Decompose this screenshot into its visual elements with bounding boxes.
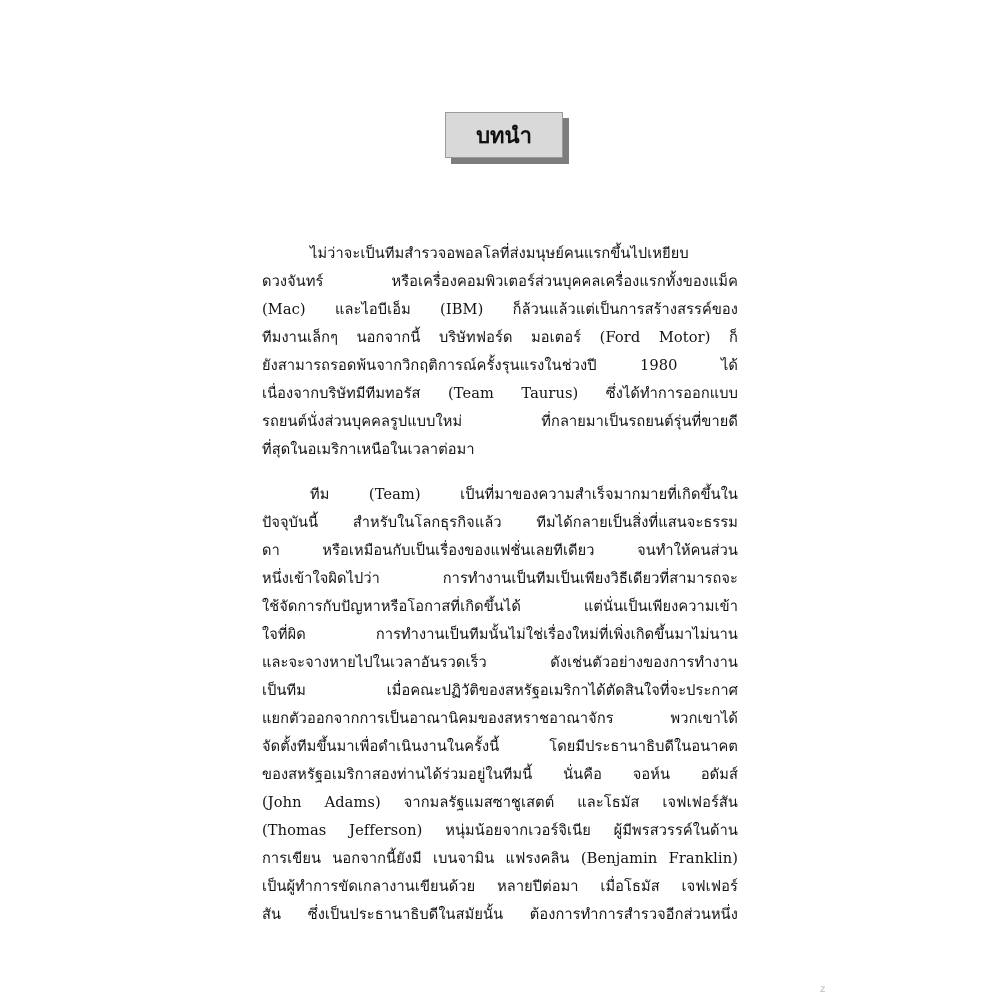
- text-line: ยังสามารถรอดพ้นจากวิกฤติการณ์ครั้งรุนแรงในช่วงปี 1980 ได้: [262, 357, 738, 374]
- text-line: ปัจจุบันนี้ สำหรับในโลกธุรกิจแล้ว ทีมได้กลายเป็นสิ่งที่แสนจะธรรม: [262, 514, 738, 531]
- text-line: เป็นผู้ทำการขัดเกลางานเขียนด้วย หลายปีต่อมา เมื่อโธมัส เจฟเฟอร์: [262, 878, 738, 895]
- text-line: หนึ่งเข้าใจผิดไปว่า การทำงานเป็นทีมเป็นเพียงวิธีเดียวที่สามารถจะ: [262, 570, 738, 587]
- text-line: สัน ซึ่งเป็นประธานาธิบดีในสมัยนั้น ต้องการทำการสำรวจอีกส่วนหนึ่ง: [262, 906, 738, 923]
- chapter-title-box: [445, 112, 569, 162]
- paragraph-2: [262, 481, 738, 929]
- text-line: การเขียน นอกจากนี้ยังมี เบนจามิน แฟรงคลิน (Benjamin Franklin): [262, 850, 738, 867]
- text-line: ของสหรัฐอเมริกาสองท่านได้ร่วมอยู่ในทีมนี้ นั่นคือ จอห์น อดัมส์: [262, 766, 738, 783]
- text-line: ดวงจันทร์ หรือเครื่องคอมพิวเตอร์ส่วนบุคคลเครื่องแรกทั้งของแม็ค: [262, 273, 738, 290]
- text-line: เนื่องจากบริษัทมีทีมทอรัส (Team Taurus) ซึ่งได้ทำการออกแบบ: [262, 385, 738, 402]
- text-line: ทีมงานเล็กๆ นอกจากนี้ บริษัทฟอร์ด มอเตอร์ (Ford Motor) ก็: [262, 329, 738, 346]
- text-line: ทีม (Team) เป็นที่มาของความสำเร็จมากมายที่เกิดขึ้นใน: [310, 486, 738, 503]
- body-text: [262, 240, 738, 929]
- text-line: จัดตั้งทีมขึ้นมาเพื่อดำเนินงานในครั้งนี้ โดยมีประธานาธิบดีในอนาคต: [262, 738, 738, 755]
- text-line: ใจที่ผิด การทำงานเป็นทีมนั้นไม่ใช่เรื่องใหม่ที่เพิ่งเกิดขึ้นมาไม่นาน: [262, 626, 738, 643]
- text-line: (Thomas Jefferson) หนุ่มน้อยจากเวอร์จิเนีย ผู้มีพรสวรรค์ในด้าน: [262, 822, 738, 839]
- text-line: รถยนต์นั่งส่วนบุคคลรูปแบบใหม่ ที่กลายมาเป็นรถยนต์รุ่นที่ขายดี: [262, 413, 738, 430]
- text-line: ใช้จัดการกับปัญหาหรือโอกาสที่เกิดขึ้นได้ แต่นั่นเป็นเพียงความเข้า: [262, 598, 738, 615]
- text-line: (John Adams) จากมลรัฐแมสซาชูเสตต์ และโธมัส เจฟเฟอร์สัน: [262, 794, 738, 811]
- chapter-title: บทนำ: [445, 112, 563, 158]
- text-line: แยกตัวออกจากการเป็นอาณานิคมของสหราชอาณาจักร พวกเขาได้: [262, 710, 738, 727]
- text-line: ไม่ว่าจะเป็นทีมสำรวจอพอลโลที่ส่งมนุษย์คนแรกขึ้นไปเหยียบ: [310, 245, 689, 262]
- paragraph-1: [262, 240, 738, 464]
- page-corner-mark: z: [820, 984, 826, 995]
- text-line: และจะจางหายไปในเวลาอันรวดเร็ว ดังเช่นตัวอย่างของการทำงาน: [262, 654, 738, 671]
- text-line: ดา หรือเหมือนกับเป็นเรื่องของแฟชั่นเลยทีเดียว จนทำให้คนส่วน: [262, 542, 738, 559]
- text-line: เป็นทีม เมื่อคณะปฏิวัติของสหรัฐอเมริกาได้ตัดสินใจที่จะประกาศ: [262, 682, 738, 699]
- text-line: (Mac) และไอบีเอ็ม (IBM) ก็ล้วนแล้วแต่เป็นการสร้างสรรค์ของ: [262, 301, 738, 318]
- text-line: ที่สุดในอเมริกาเหนือในเวลาต่อมา: [262, 441, 475, 458]
